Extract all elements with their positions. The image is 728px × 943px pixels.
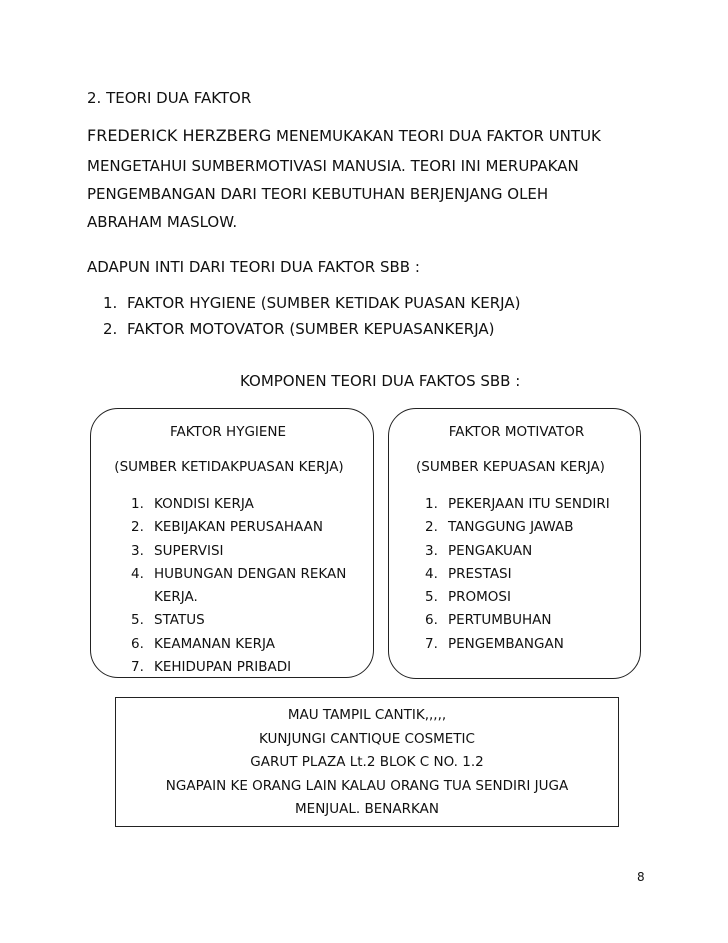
list-number: 2. xyxy=(425,519,438,536)
ad-line: MENJUAL. BENARKAN xyxy=(295,801,439,817)
list-number: 4. xyxy=(131,565,144,582)
list-item xyxy=(131,633,346,656)
list-item xyxy=(131,609,346,632)
list-text: KEBIJAKAN PERUSAHAAN xyxy=(154,519,323,536)
list-item xyxy=(425,609,610,632)
list-text: HUBUNGAN DENGAN REKAN xyxy=(154,565,347,582)
list-item xyxy=(103,290,520,316)
ad-line: MAU TAMPIL CANTIK,,,,, xyxy=(287,707,447,723)
list-text: KERJA. xyxy=(154,589,198,606)
list-number: 1. xyxy=(425,496,438,512)
list-item-continuation xyxy=(131,586,346,609)
list-text: FAKTOR MOTOVATOR (SUMBER KEPUASANKERJA) xyxy=(127,320,495,338)
list-text: PEKERJAAN ITU SENDIRI xyxy=(448,496,610,512)
list-number: 5. xyxy=(131,612,144,629)
list-text: FAKTOR HYGIENE (SUMBER KETIDAK PUASAN KERJA) xyxy=(127,294,521,312)
intro-paragraph-line xyxy=(87,126,601,145)
list-item xyxy=(425,540,610,563)
list-number: 7. xyxy=(425,635,438,652)
list-text: SUPERVISI xyxy=(154,542,224,559)
list-number: 4. xyxy=(425,565,438,582)
list-number: 6. xyxy=(425,612,438,629)
list-text: KONDISI KERJA xyxy=(154,496,254,512)
list-item xyxy=(425,586,610,609)
ad-line: GARUT PLAZA Lt.2 BLOK C NO. 1.2 xyxy=(250,754,484,770)
advertisement-box xyxy=(115,697,619,827)
intro-paragraph-line: MENGETAHUI SUMBERMOTIVASI MANUSIA. TEORI INI MERUPAKAN xyxy=(87,157,579,175)
list-text: KEHIDUPAN PRIBADI xyxy=(154,659,292,676)
main-factor-list xyxy=(103,290,520,342)
list-text: PENGEMBANGAN xyxy=(448,635,564,652)
intro-paragraph-line: ABRAHAM MASLOW. xyxy=(87,213,238,231)
list-number: 6. xyxy=(131,635,144,652)
list-item xyxy=(425,493,610,516)
list-number: 2. xyxy=(103,320,118,338)
list-text: KEAMANAN KERJA xyxy=(154,635,275,652)
list-number: 3. xyxy=(131,542,144,559)
motivator-subtitle: (SUMBER KEPUASAN KERJA) xyxy=(416,459,605,475)
motivator-box xyxy=(388,408,641,679)
list-item xyxy=(425,563,610,586)
motivator-list xyxy=(425,493,610,656)
list-number: 1. xyxy=(103,294,118,312)
list-item xyxy=(425,633,610,656)
intro-line-rest: MENEMUKAKAN TEORI DUA FAKTOR UNTUK xyxy=(276,127,601,145)
list-item xyxy=(131,493,346,516)
list-text: TANGGUNG JAWAB xyxy=(448,519,574,536)
list-item xyxy=(103,316,520,342)
list-text: PRESTASI xyxy=(448,565,512,582)
hygiene-subtitle: (SUMBER KETIDAKPUASAN KERJA) xyxy=(114,459,344,475)
intro-author-name: FREDERICK HERZBERG xyxy=(87,126,272,145)
list-number: 5. xyxy=(425,589,438,606)
list-text: STATUS xyxy=(154,612,205,629)
list-item xyxy=(131,563,346,586)
list-number: 1. xyxy=(131,496,144,512)
list-number: 7. xyxy=(131,659,144,676)
hygiene-box xyxy=(90,408,374,678)
list-item xyxy=(425,516,610,539)
hygiene-list xyxy=(131,493,346,678)
ad-line: NGAPAIN KE ORANG LAIN KALAU ORANG TUA SENDIRI JUGA xyxy=(165,777,569,794)
hygiene-title: FAKTOR HYGIENE xyxy=(169,424,287,440)
section-heading: 2. TEORI DUA FAKTOR xyxy=(87,89,252,107)
list-item xyxy=(131,656,346,678)
list-number: 2. xyxy=(131,519,144,536)
list-item xyxy=(131,540,346,563)
list-text: PROMOSI xyxy=(448,589,511,606)
list-number: 3. xyxy=(425,542,438,559)
list-text: PENGAKUAN xyxy=(448,542,533,559)
ad-line: KUNJUNGI CANTIQUE COSMETIC xyxy=(259,730,475,747)
sbb-intro: ADAPUN INTI DARI TEORI DUA FAKTOR SBB : xyxy=(87,258,420,276)
list-item xyxy=(131,516,346,539)
intro-paragraph-line: PENGEMBANGAN DARI TEORI KEBUTUHAN BERJENJANG OLEH xyxy=(87,185,549,203)
list-text: PERTUMBUHAN xyxy=(448,612,552,629)
komponen-title: KOMPONEN TEORI DUA FAKTOS SBB : xyxy=(240,372,521,390)
motivator-title: FAKTOR MOTIVATOR xyxy=(448,424,585,440)
page-number: 8 xyxy=(637,870,645,884)
